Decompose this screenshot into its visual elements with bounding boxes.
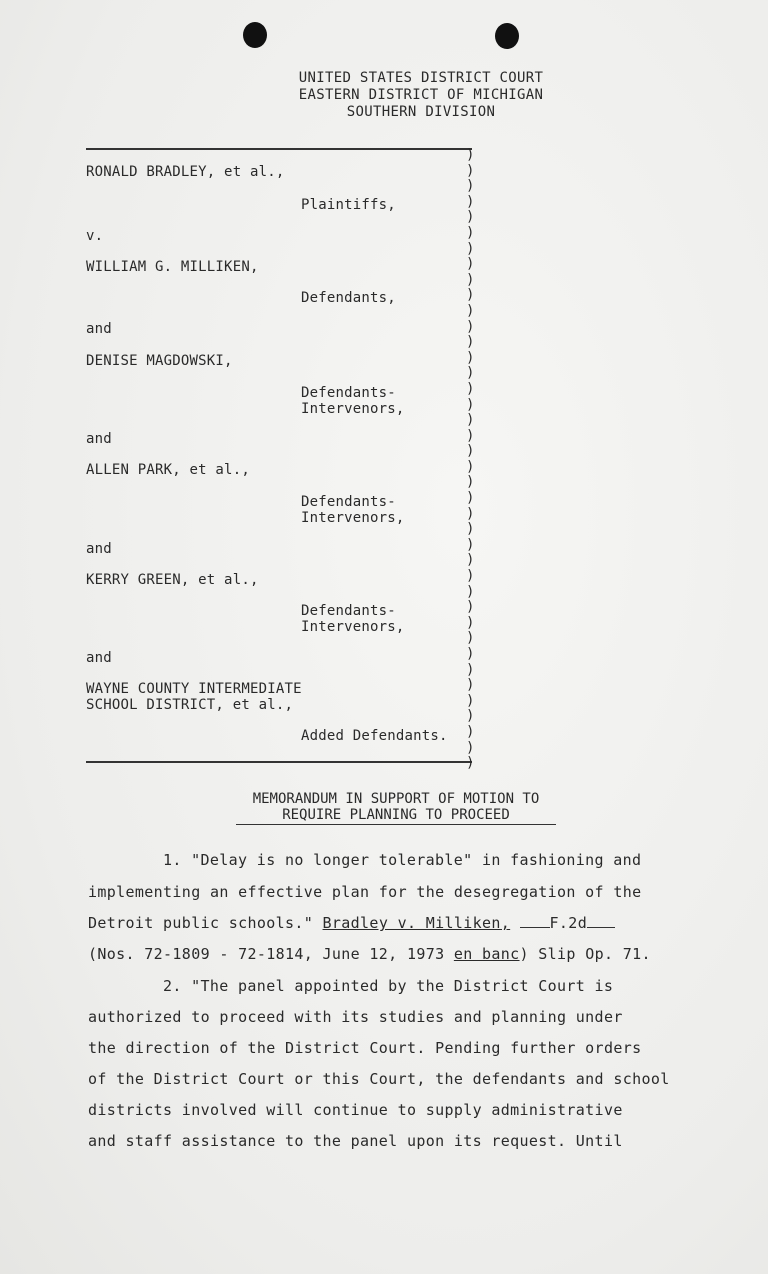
memo-title-line-2: REQUIRE PLANNING TO PROCEED bbox=[236, 807, 556, 825]
caption-and-3: and bbox=[86, 541, 112, 557]
page-blank bbox=[587, 916, 615, 928]
caption-intervenor-2-role-b: Intervenors, bbox=[301, 510, 405, 526]
body-p2-line-5: districts involved will continue to supply administrative bbox=[88, 1101, 623, 1119]
caption-parenthesis-column: ) ) ) ) ) ) ) ) ) ) ) ) ) ) ) ) ) ) ) ) ) ) ) ) ) ) ) ) ) ) ) ) ) ) ) ) ) ) ) ) bbox=[466, 147, 475, 772]
caption-versus: v. bbox=[86, 228, 104, 244]
caption-and-4: and bbox=[86, 650, 112, 666]
caption-intervenor-3-role-b: Intervenors, bbox=[301, 619, 405, 635]
body-p2-line-1: 2. "The panel appointed by the District Court is bbox=[163, 977, 614, 995]
court-line-1: UNITED STATES DISTRICT COURT bbox=[298, 70, 544, 86]
body-p1-line-4-end: ) Slip Op. 71. bbox=[519, 945, 651, 963]
caption-plaintiff: RONALD BRADLEY, et al., bbox=[86, 164, 285, 180]
body-p1-line-4 bbox=[88, 945, 651, 963]
body-p2-line-2: authorized to proceed with its studies and planning under bbox=[88, 1008, 623, 1026]
body-p1-line-4-text: (Nos. 72-1809 - 72-1814, June 12, 1973 bbox=[88, 945, 445, 963]
memo-title-line-1: MEMORANDUM IN SUPPORT OF MOTION TO bbox=[252, 791, 540, 807]
body-p1-line-1: 1. "Delay is no longer tolerable" in fashioning and bbox=[163, 851, 642, 869]
punch-hole-left bbox=[243, 22, 267, 48]
caption-added-defendant-a: WAYNE COUNTY INTERMEDIATE bbox=[86, 681, 302, 697]
case-citation: Bradley v. Milliken, bbox=[322, 914, 511, 932]
caption-intervenor-3: KERRY GREEN, et al., bbox=[86, 572, 259, 588]
caption-defendant: WILLIAM G. MILLIKEN, bbox=[86, 259, 259, 275]
memorandum-title bbox=[236, 791, 556, 825]
reporter-abbrev: F.2d bbox=[549, 914, 588, 932]
en-banc: en banc bbox=[453, 945, 520, 963]
caption-and-2: and bbox=[86, 431, 112, 447]
caption-added-defendant-b: SCHOOL DISTRICT, et al., bbox=[86, 697, 294, 713]
caption-and-1: and bbox=[86, 321, 112, 337]
caption-plaintiff-role: Plaintiffs, bbox=[301, 197, 396, 213]
punch-hole-right bbox=[495, 23, 519, 49]
court-heading bbox=[240, 70, 602, 121]
body-p1-line-2: implementing an effective plan for the desegregation of the bbox=[88, 883, 642, 901]
caption-intervenor-1-role-a: Defendants- bbox=[301, 385, 396, 401]
caption-intervenor-1-role-b: Intervenors, bbox=[301, 401, 405, 417]
caption-intervenor-1: DENISE MAGDOWSKI, bbox=[86, 353, 233, 369]
caption-intervenor-3-role-a: Defendants- bbox=[301, 603, 396, 619]
caption-bottom-rule bbox=[86, 761, 472, 763]
body-p2-line-3: the direction of the District Court. Pending further orders bbox=[88, 1039, 642, 1057]
body-p2-line-6: and staff assistance to the panel upon its request. Until bbox=[88, 1132, 623, 1150]
court-line-2: EASTERN DISTRICT OF MICHIGAN bbox=[298, 87, 544, 103]
body-p2-line-4: of the District Court or this Court, the defendants and school bbox=[88, 1070, 670, 1088]
caption-defendant-role: Defendants, bbox=[301, 290, 396, 306]
caption-intervenor-2-role-a: Defendants- bbox=[301, 494, 396, 510]
volume-blank bbox=[520, 916, 550, 928]
caption-intervenor-2: ALLEN PARK, et al., bbox=[86, 462, 250, 478]
court-line-3: SOUTHERN DIVISION bbox=[346, 104, 496, 120]
body-p1-line-3-text: Detroit public schools." bbox=[88, 914, 314, 932]
caption-added-defendant-role: Added Defendants. bbox=[301, 728, 448, 744]
caption-top-rule bbox=[86, 148, 472, 150]
body-p1-line-3 bbox=[88, 914, 615, 932]
